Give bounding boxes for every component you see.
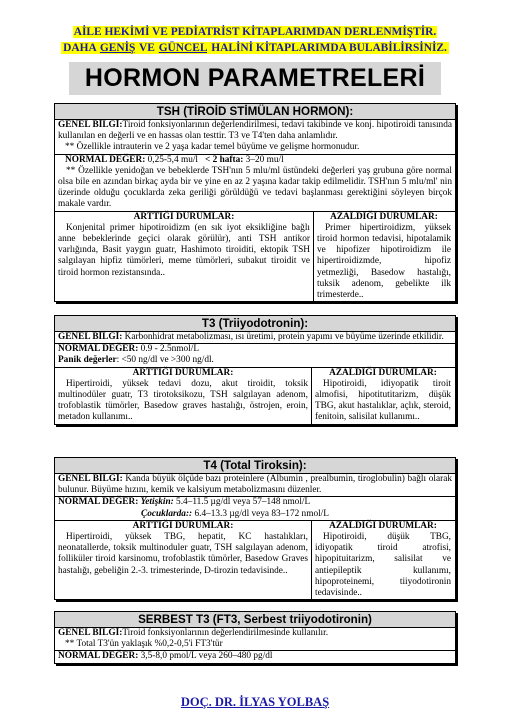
tsh-high-column	[55, 212, 313, 302]
t4-adult-label: Yetişkin:	[140, 497, 174, 508]
t3-high-title: ARTTIĞI DURUMLAR:	[132, 367, 234, 378]
banner-mid: VE	[136, 42, 158, 54]
t3-conditions	[55, 367, 455, 424]
tsh-note-2: ** Özellikle yenidoğan ve bebeklerde TSH'nın 5 mlu/ml üstündeki değerleri yaş grubuna göre normal olsa bile en azından birkaç ayda bir ve yine en az 2 yaşına kadar takip edilmelidir. TSH'nın 5 mlu/ml' nin üzerinde olduğu çocuklarda zeka geriliği görüldüğü ve tedavi başlanması gerektiğini söyleyen birçok makale vardır.	[58, 165, 452, 210]
tsh-normal	[55, 154, 455, 166]
ft3-normal-label: NORMAL DEĞER:	[58, 651, 139, 662]
ft3-normal-value: 3,5-8,0 pmol/L veya 260–480 pg/dl	[138, 651, 273, 662]
t4-high-title: ARTTIĞI DURUMLAR:	[132, 520, 234, 531]
tsh-normal-extra-label: < 2 hafta:	[205, 154, 244, 165]
t3-low-title: AZALDIĞI DURUMLAR:	[329, 367, 437, 378]
t3-section	[54, 315, 456, 425]
banner-underline-1: GENİŞ	[99, 42, 136, 54]
t4-general-text: Kanda büyük ölçüde bazı proteinlere (Albumin , prealbumin, tiroglobulin) bağlı olarak bulunur. Büyüme hızını, kemik ve kalsiyum metabolizmasını düzenler.	[58, 474, 452, 496]
t4-low-title: AZALDIĞI DURUMLAR:	[329, 520, 437, 531]
t4-high-column	[55, 521, 311, 599]
t3-normal-label: NORMAL DEĞER:	[58, 344, 139, 355]
tsh-high-title: ARTTIĞI DURUMLAR:	[133, 211, 235, 222]
tsh-heading: TSH (TİROİD STİMÜLAN HORMON):	[55, 104, 455, 120]
ft3-section	[54, 611, 456, 664]
t3-high-column	[55, 368, 311, 424]
tsh-low-column	[313, 212, 454, 302]
banner-line-2	[0, 41, 510, 56]
banner-text-1: AİLE HEKİMİ VE PEDİATRİST KİTAPLARIMDAN DERLENMİŞTİR.	[73, 26, 437, 38]
t4-general	[55, 474, 455, 496]
t4-low-text: Hipotiroidi, düşük TBG, idiyopatik tiroid atrofisi, hipopituitarizm, salisilat ve antiepileptik kullanımı, hipoproteinemi, tiiyodotironin tedavisinde..	[315, 532, 451, 599]
tsh-normal-label: NORMAL DEĞER:	[65, 154, 146, 165]
banner-text-2	[61, 42, 449, 54]
t4-low-column	[311, 521, 454, 599]
ft3-normal	[55, 650, 455, 662]
tsh-general-label: GENEL BİLGİ:	[58, 120, 123, 130]
t4-adult-value: 5.4–11.5 µg/dl veya 57–148 nmol/L	[173, 497, 311, 508]
ft3-heading: SERBEST T3 (FT3, Serbest triiyodotironin)	[55, 612, 455, 628]
tsh-note-1: ** Özellikle intrauterin ve 2 yaşa kadar temel büyüme ve gelişme hormonudur.	[65, 142, 360, 153]
t4-child-label: Çocuklarda::	[141, 508, 193, 519]
page-title: HORMON PARAMETRELERİ	[69, 62, 441, 95]
t3-low-text: Hipotiroidi, idiyopatik tiroit almofisi, hipotitutitarizm, düşük TBG, akut hastalıklar, açlık, steroid, fenitoin, salisilat kullanımı..	[315, 378, 451, 423]
tsh-normal-value: 0,25-5,4 mu/l	[145, 154, 199, 165]
tsh-low-text: Primer hipertiroidizm, yüksek tiroid hormon tedavisi, hipotalamik ve hipofizer hipotiroidizm ile hipertiroidizmde, hipofiz yetmezliği, Basedow hastalığı, tuksik adenom, gebelikte ilk trimesterde..	[317, 222, 451, 301]
tsh-section	[54, 103, 456, 302]
banner-suffix: HALİNİ KİTAPLARIMDA BULABİLİRSİNİZ.	[208, 42, 447, 54]
t3-normal-value: 0.9 - 2.5nmol/L	[138, 344, 200, 355]
tsh-general-text: Tiroid fonksiyonlarının değerlendirilmesi, tedavi takibinde ve konj. hipotiroidi tanısında kullanılan en değerli ve en hassas olan testtir. T3 ve T4'ten daha anlamlıdır.	[58, 120, 452, 142]
t4-conditions	[55, 520, 455, 599]
tsh-general	[55, 120, 455, 142]
t3-panic-label: Panik değerler	[58, 355, 117, 366]
t4-heading: T4 (Total Tiroksin):	[55, 458, 455, 474]
banner-line-1	[0, 25, 510, 40]
tsh-normal-extra-value: 3–20 mu/l	[243, 154, 284, 165]
t3-heading: T3 (Triiyodotronin):	[55, 316, 455, 332]
ft3-note: ** Total T3'ün yaklaşık %0,2-0,5'i FT3'tür	[65, 639, 223, 650]
tsh-conditions	[55, 211, 455, 302]
t3-general-label: GENEL BİLGİ:	[58, 332, 123, 342]
t3-normal	[55, 343, 455, 355]
ft3-general-label: GENEL BİLGİ:	[58, 628, 123, 638]
t3-high-text: Hipertiroidi, yüksek tedavi dozu, akut tiroidit, toksik multinodüler guatr, T3 tirotoksikozu, TSH salgılayan adenom, trofoblastik tümörler, Basedow graves hastalığı, östrojen, eroin, metadon kullanımı..	[58, 378, 308, 423]
t3-general	[55, 332, 455, 343]
t4-child-value: 6.4–13.3 µg/dl veya 83–172 nmol/L	[192, 508, 329, 519]
tsh-high-text: Konjenital primer hipotiroidizm (en sık iyot eksikliğine bağlı anne bebeklerinde geçici olarak görülür), anti TSH antikor varlığında, Basit yaygın guatr, Hashimoto tiroiditi, ektopik TSH salgılayan hipfiz tümörleri, meme tümörleri, subakut tiroidit ve tiroid hormon rezistansında..	[58, 222, 310, 278]
t3-panic-value: : <50 ng/dl ve >300 ng/dl.	[116, 355, 214, 366]
t4-high-text: Hipertiroidi, yüksek TBG, hepatit, KC hastalıkları, neonatallerde, toksik multinoduler guatr, TSH salgılayan adenom, folliküler tiroid karsinomu, trofoblastik tümörler, Basedow Graves hastalığı, gebeliğin 2.-3. trimesterinde, D-tirozin tedavisinde..	[58, 532, 308, 576]
t4-normal-child	[55, 509, 455, 520]
banner-underline-2: GÜNCEL	[158, 42, 208, 54]
tsh-low-title: AZALDIĞI DURUMLAR:	[330, 211, 438, 222]
author-signature: DOÇ. DR. İLYAS YOLBAŞ	[180, 695, 330, 709]
banner-prefix: DAHA	[63, 42, 99, 54]
t3-general-text: Karbonhidrat metabolizması, ısı üretimi, protein yapımı ve büyüme üzerinde etkilidir.	[122, 332, 444, 342]
t3-low-column	[311, 368, 454, 424]
t4-general-label: GENEL BİLGİ:	[58, 474, 123, 484]
ft3-general-text: Tiroid fonksiyonlarının değerlendirilmesinde kullanılır.	[122, 628, 329, 638]
t4-normal-label: NORMAL DEĞER:	[58, 497, 139, 508]
t3-panic	[55, 355, 455, 366]
t4-normal-adult	[55, 496, 455, 508]
t4-section	[54, 457, 456, 600]
ft3-general	[55, 628, 455, 639]
